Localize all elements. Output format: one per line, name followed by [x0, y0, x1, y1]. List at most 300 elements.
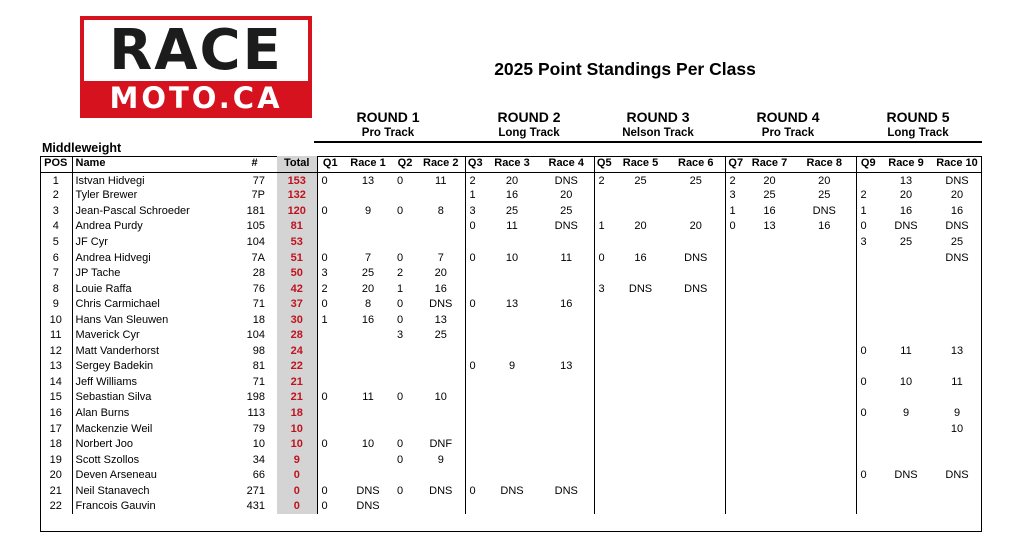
q7-cell	[725, 296, 746, 312]
race1-cell	[343, 343, 393, 359]
race9-cell: 16	[899, 204, 913, 217]
race1-cell: 9	[364, 204, 372, 217]
col-header-pos: POS	[40, 156, 72, 172]
q3-cell	[465, 390, 485, 406]
q2-cell: 0	[397, 174, 404, 187]
race4-cell	[539, 281, 594, 297]
q3-cell	[465, 281, 485, 297]
col-header-q5: Q5	[594, 156, 614, 172]
race2-cell	[417, 343, 465, 359]
bike-number-cell: 98	[252, 344, 265, 357]
round-4-name: ROUND 4	[756, 109, 820, 125]
q7-cell	[725, 281, 746, 297]
table-row	[40, 234, 982, 250]
bike-number-cell: 104	[246, 235, 265, 248]
race7-cell	[746, 281, 793, 297]
col-header-race8: Race 8	[793, 156, 856, 172]
race8-cell	[793, 390, 856, 406]
q7-cell: 2	[725, 172, 746, 188]
race3-cell	[485, 421, 539, 437]
table-row	[40, 327, 982, 343]
bike-number-cell: 66	[252, 469, 265, 482]
race4-cell	[539, 374, 594, 390]
race1-cell: 10	[361, 438, 375, 451]
q5-cell: 1	[594, 219, 614, 235]
race9-cell	[880, 312, 932, 328]
q2-cell	[393, 234, 417, 250]
race4-cell	[539, 312, 594, 328]
rider-name-cell: Sergey Badekin	[75, 360, 154, 373]
race7-cell: 16	[763, 204, 776, 217]
race1-cell	[343, 234, 393, 250]
race3-cell	[485, 281, 539, 297]
table-header-row	[40, 156, 982, 172]
race9-cell	[880, 390, 932, 406]
race4-cell: 25	[560, 204, 573, 217]
table-row	[40, 421, 982, 437]
q3-cell	[465, 436, 485, 452]
race1-cell	[343, 374, 393, 390]
race2-cell: 25	[434, 329, 447, 342]
race6-cell	[667, 498, 725, 514]
total-points-cell: 0	[277, 467, 317, 483]
logo-top-panel	[84, 17, 308, 83]
race5-cell	[614, 359, 667, 375]
race2-cell	[417, 405, 465, 421]
race10-cell	[932, 436, 982, 452]
race6-cell	[667, 188, 725, 204]
rider-name-cell: Louie Raffa	[75, 282, 132, 295]
race10-cell: 16	[950, 204, 964, 217]
race9-cell: 11	[900, 344, 912, 357]
q5-cell	[594, 374, 614, 390]
table-row	[40, 405, 982, 421]
pos-cell: 13	[40, 359, 72, 375]
round-4-track: Pro Track	[761, 127, 815, 139]
q1-cell	[317, 327, 343, 343]
race3-cell	[485, 265, 539, 281]
q5-cell	[594, 234, 614, 250]
round-3-header	[600, 108, 716, 141]
race3-cell	[485, 390, 539, 406]
q2-cell: 0	[397, 438, 404, 451]
q3-cell: 1	[465, 188, 485, 204]
table-row	[40, 483, 982, 499]
race1-cell	[343, 467, 393, 483]
col-header-race4: Race 4	[539, 156, 594, 172]
q5-cell: 0	[594, 250, 614, 266]
rider-name-cell: Andrea Purdy	[75, 220, 143, 233]
q3-cell	[465, 421, 485, 437]
q9-cell	[856, 265, 880, 281]
race2-cell: 11	[435, 174, 447, 187]
race10-cell	[932, 281, 982, 297]
pos-cell: 12	[40, 343, 72, 359]
col-header-q3: Q3	[465, 156, 485, 172]
round-2-name: ROUND 2	[497, 109, 561, 125]
rider-name-cell: Alan Burns	[75, 406, 130, 419]
race8-cell	[793, 234, 856, 250]
q5-cell	[594, 359, 614, 375]
q5-cell	[594, 296, 614, 312]
race10-cell	[932, 327, 982, 343]
bike-number-cell: 271	[246, 484, 265, 497]
race4-cell	[539, 436, 594, 452]
race6-cell	[667, 343, 725, 359]
q7-cell	[725, 265, 746, 281]
race9-cell	[880, 452, 932, 468]
race7-cell	[746, 327, 793, 343]
bike-number-cell: 7A	[251, 251, 265, 264]
race3-cell: DNS	[500, 484, 524, 497]
round-1-header	[336, 108, 440, 141]
q1-cell	[317, 421, 343, 437]
col-header-race7: Race 7	[746, 156, 793, 172]
q1-cell	[317, 219, 343, 235]
bike-number-cell: 28	[252, 267, 265, 280]
race4-cell	[539, 327, 594, 343]
pos-cell: 7	[40, 265, 72, 281]
race9-cell	[880, 265, 932, 281]
race10-cell	[932, 452, 982, 468]
race7-cell	[746, 374, 793, 390]
total-points-cell: 9	[277, 452, 317, 468]
q1-cell: 0	[317, 203, 343, 219]
pos-cell: 5	[40, 234, 72, 250]
pos-cell: 22	[40, 498, 72, 514]
race7-cell: 20	[763, 174, 776, 187]
race6-cell	[667, 452, 725, 468]
race5-cell	[614, 296, 667, 312]
race9-cell	[880, 421, 932, 437]
rider-name-cell: Maverick Cyr	[75, 329, 140, 342]
round-1-name: ROUND 1	[356, 109, 420, 125]
race5-cell: DNS	[628, 282, 653, 295]
total-points-cell: 81	[277, 219, 317, 235]
q5-cell	[594, 327, 614, 343]
race8-cell	[793, 281, 856, 297]
q7-cell: 1	[725, 203, 746, 219]
pos-cell: 21	[40, 483, 72, 499]
race6-cell: DNS	[684, 282, 708, 295]
race6-cell	[667, 405, 725, 421]
rider-name-cell: Chris Carmichael	[75, 298, 160, 311]
pos-cell: 15	[40, 390, 72, 406]
col-header-race10: Race 10	[932, 156, 982, 172]
q5-cell	[594, 188, 614, 204]
q9-cell	[856, 327, 880, 343]
q5-cell	[594, 483, 614, 499]
race2-cell: 10	[434, 391, 447, 404]
race10-cell: 9	[953, 406, 961, 419]
race5-cell	[614, 452, 667, 468]
race1-cell: DNS	[356, 484, 380, 497]
race10-cell: 10	[950, 422, 964, 435]
q3-cell: 0	[465, 359, 485, 375]
race10-cell: DNS	[945, 174, 969, 187]
race6-cell	[667, 265, 725, 281]
race9-cell	[880, 296, 932, 312]
q1-cell	[317, 467, 343, 483]
race9-cell: 25	[899, 235, 913, 248]
race3-cell: 20	[505, 174, 519, 187]
race7-cell	[746, 452, 793, 468]
q3-cell	[465, 234, 485, 250]
table-row	[40, 250, 982, 266]
race9-cell: 20	[899, 189, 913, 202]
bike-number-cell: 76	[252, 282, 265, 295]
race2-cell: 8	[437, 204, 444, 217]
q9-cell: 1	[856, 203, 880, 219]
total-points-cell: 18	[277, 405, 317, 421]
race9-cell	[880, 498, 932, 514]
q1-cell: 0	[317, 172, 343, 188]
race2-cell: 13	[434, 313, 447, 326]
rider-name-cell: Deven Arseneau	[75, 469, 157, 482]
q1-cell	[317, 234, 343, 250]
race7-cell	[746, 405, 793, 421]
q7-cell	[725, 421, 746, 437]
col-header-race1: Race 1	[343, 156, 393, 172]
race2-cell	[417, 188, 465, 204]
bike-number-cell: 181	[246, 204, 265, 217]
race4-cell: DNS	[554, 174, 578, 187]
total-points-cell: 37	[277, 296, 317, 312]
race10-cell: 11	[951, 375, 963, 388]
q5-cell	[594, 390, 614, 406]
bike-number-cell: 10	[252, 438, 265, 451]
q1-cell: 0	[317, 296, 343, 312]
q1-cell	[317, 188, 343, 204]
bike-number-cell: 34	[252, 453, 265, 466]
q7-cell	[725, 498, 746, 514]
round-2-header	[474, 108, 584, 141]
class-title: Middleweight	[42, 141, 122, 155]
col-header-q9: Q9	[856, 156, 880, 172]
pos-cell: 9	[40, 296, 72, 312]
race8-cell	[793, 436, 856, 452]
race5-cell	[614, 265, 667, 281]
race4-cell	[539, 343, 594, 359]
race1-cell: 8	[364, 298, 372, 311]
q9-cell	[856, 452, 880, 468]
race9-cell	[880, 483, 932, 499]
race9-cell	[880, 250, 932, 266]
race5-cell	[614, 374, 667, 390]
bike-number-cell: 71	[252, 298, 265, 311]
table-row	[40, 467, 982, 483]
q2-cell	[393, 188, 417, 204]
race1-cell	[343, 327, 393, 343]
q2-cell: 2	[397, 267, 404, 280]
q9-cell: 0	[856, 405, 880, 421]
race9-cell: DNS	[894, 220, 918, 233]
round-3-track: Nelson Track	[622, 127, 694, 139]
q1-cell: 0	[317, 483, 343, 499]
q2-cell: 0	[397, 313, 404, 326]
q1-cell	[317, 405, 343, 421]
pos-cell: 14	[40, 374, 72, 390]
q9-cell	[856, 172, 880, 188]
bike-number-cell: 431	[246, 500, 265, 513]
q1-cell	[317, 359, 343, 375]
race7-cell	[746, 467, 793, 483]
q1-cell: 0	[317, 498, 343, 514]
race9-cell: DNS	[894, 469, 918, 482]
total-points-cell: 51	[277, 250, 317, 266]
table-row	[40, 296, 982, 312]
q9-cell: 0	[856, 374, 880, 390]
col-header-race5: Race 5	[614, 156, 667, 172]
pos-cell: 6	[40, 250, 72, 266]
bike-number-cell: 104	[246, 329, 265, 342]
race4-cell	[539, 265, 594, 281]
race7-cell	[746, 359, 793, 375]
col-header-number: #	[232, 156, 277, 172]
total-points-cell: 42	[277, 281, 317, 297]
race3-cell	[485, 234, 539, 250]
table-row	[40, 172, 982, 188]
race8-cell	[793, 452, 856, 468]
race5-cell	[614, 436, 667, 452]
race6-cell	[667, 327, 725, 343]
race1-cell	[343, 421, 393, 437]
race5-cell: 25	[634, 174, 647, 187]
q1-cell: 3	[317, 265, 343, 281]
race6-cell: DNS	[684, 251, 708, 264]
table-row	[40, 436, 982, 452]
rider-name-cell: Scott Szollos	[75, 453, 140, 466]
total-points-cell: 21	[277, 390, 317, 406]
q5-cell: 2	[594, 172, 614, 188]
rider-name-cell: Jean-Pascal Schroeder	[75, 204, 190, 217]
race7-cell	[746, 250, 793, 266]
race8-cell	[793, 250, 856, 266]
pos-cell: 2	[40, 188, 72, 204]
rider-name-cell: Mackenzie Weil	[75, 422, 153, 435]
q7-cell	[725, 467, 746, 483]
race6-cell	[667, 203, 725, 219]
rider-name-cell: Norbert Joo	[75, 438, 133, 451]
total-points-cell: 0	[277, 498, 317, 514]
race6-cell	[667, 483, 725, 499]
q3-cell	[465, 343, 485, 359]
race7-cell: 25	[763, 189, 776, 202]
race4-cell: 11	[560, 251, 572, 264]
q9-cell	[856, 390, 880, 406]
standings-table	[40, 156, 982, 514]
table-row	[40, 265, 982, 281]
bike-number-cell: 77	[252, 174, 265, 187]
race9-cell	[880, 281, 932, 297]
race3-cell: 25	[505, 204, 519, 217]
race6-cell	[667, 296, 725, 312]
race10-cell	[932, 390, 982, 406]
race1-cell: 20	[361, 282, 375, 295]
table-row	[40, 188, 982, 204]
bike-number-cell: 113	[247, 406, 265, 419]
race2-cell: 7	[437, 251, 444, 264]
race10-cell	[932, 296, 982, 312]
q9-cell	[856, 296, 880, 312]
race3-cell	[485, 405, 539, 421]
q3-cell: 2	[465, 172, 485, 188]
q7-cell	[725, 452, 746, 468]
race3-cell: 11	[506, 220, 518, 233]
race10-cell	[932, 265, 982, 281]
q2-cell	[393, 405, 417, 421]
race10-cell: 20	[950, 189, 964, 202]
race10-cell: 13	[950, 344, 964, 357]
race4-cell	[539, 234, 594, 250]
q9-cell: 0	[856, 219, 880, 235]
race8-cell	[793, 296, 856, 312]
race6-cell	[667, 467, 725, 483]
logo-wordmark-moto: MOTO.CA	[109, 81, 283, 115]
race5-cell	[614, 234, 667, 250]
q1-cell	[317, 343, 343, 359]
race4-cell: DNS	[554, 220, 578, 233]
race2-cell: DNS	[429, 484, 453, 497]
race9-cell	[880, 436, 932, 452]
race9-cell: 9	[902, 406, 910, 419]
q2-cell	[393, 498, 417, 514]
pos-cell: 16	[40, 405, 72, 421]
pos-cell: 10	[40, 312, 72, 328]
race5-cell	[614, 421, 667, 437]
table-row	[40, 281, 982, 297]
pos-cell: 11	[40, 327, 72, 343]
race3-cell: 9	[508, 360, 516, 373]
q9-cell: 0	[856, 467, 880, 483]
pos-cell: 3	[40, 203, 72, 219]
col-header-race3: Race 3	[485, 156, 539, 172]
race2-cell: DNS	[429, 298, 453, 311]
table-row	[40, 219, 982, 235]
race1-cell	[343, 405, 393, 421]
table-row	[40, 374, 982, 390]
q9-cell	[856, 498, 880, 514]
q2-cell: 0	[397, 484, 404, 497]
q7-cell	[725, 312, 746, 328]
race4-cell	[539, 405, 594, 421]
race1-cell: 16	[361, 313, 375, 326]
race6-cell: 20	[689, 220, 702, 233]
race2-cell	[417, 374, 465, 390]
pos-cell: 17	[40, 421, 72, 437]
col-header-q1: Q1	[317, 156, 343, 172]
q2-cell: 0	[397, 298, 404, 311]
q7-cell	[725, 359, 746, 375]
race10-cell: DNS	[945, 469, 969, 482]
race5-cell	[614, 483, 667, 499]
race10-cell: DNS	[945, 251, 969, 264]
bike-number-cell: 79	[252, 422, 265, 435]
pos-cell: 18	[40, 436, 72, 452]
race3-cell	[485, 312, 539, 328]
q3-cell: 3	[465, 203, 485, 219]
rider-name-cell: Jeff Williams	[75, 375, 138, 388]
race6-cell: 25	[689, 174, 702, 187]
total-points-cell: 53	[277, 234, 317, 250]
q5-cell	[594, 405, 614, 421]
q2-cell	[393, 374, 417, 390]
q2-cell	[393, 359, 417, 375]
race1-cell	[343, 188, 393, 204]
total-points-cell: 10	[277, 436, 317, 452]
q7-cell	[725, 390, 746, 406]
round-5-track: Long Track	[887, 127, 949, 139]
